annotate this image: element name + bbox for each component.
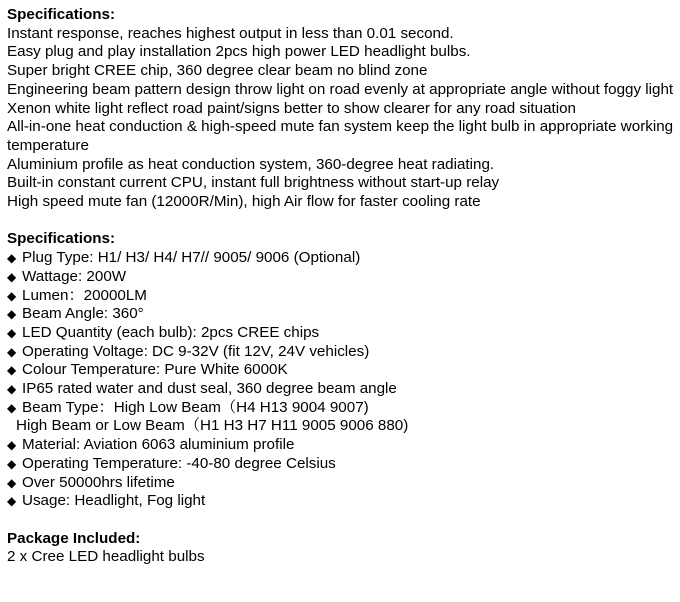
diamond-bullet-icon: ◆ <box>7 475 17 490</box>
spec-item <box>7 436 675 455</box>
spec-continuation: High Beam or Low Beam（H1 H3 H7 H11 9005 9006 880) <box>16 417 409 435</box>
spec-text: Material: Aviation 6063 aluminium profile <box>22 436 295 454</box>
spec-text: Operating Voltage: DC 9-32V (fit 12V, 24V vehicles) <box>22 342 370 360</box>
spec-item <box>7 268 675 287</box>
feature-line: All-in-one heat conduction & high-speed mute fan system keep the light bulb in appropriate working temperature <box>7 118 674 154</box>
spec-item <box>7 305 675 324</box>
spec-text: Usage: Headlight, Fog light <box>22 492 206 510</box>
diamond-bullet-icon: ◆ <box>7 400 17 415</box>
diamond-bullet-icon: ◆ <box>7 438 17 453</box>
package-heading: Package Included: <box>7 529 141 547</box>
feature-line: Instant response, reaches highest output in less than 0.01 second. <box>7 24 454 42</box>
diamond-bullet-icon: ◆ <box>7 344 17 359</box>
spec-item <box>7 492 675 511</box>
diamond-bullet-icon: ◆ <box>7 363 17 378</box>
spec-item <box>7 399 675 418</box>
feature-line: Easy plug and play installation 2pcs high power LED headlight bulbs. <box>7 43 471 61</box>
section-spacer <box>7 511 675 530</box>
package-content: 2 x Cree LED headlight bulbs <box>7 548 205 566</box>
diamond-bullet-icon: ◆ <box>7 251 17 266</box>
spec-item <box>7 474 675 493</box>
spec-text: Beam Angle: 360° <box>22 305 144 323</box>
feature-line: Xenon white light reflect road paint/signs better to show clearer for any road situation <box>7 99 577 117</box>
diamond-bullet-icon: ◆ <box>7 269 17 284</box>
spec-text: Wattage: 200W <box>22 267 127 285</box>
diamond-bullet-icon: ◆ <box>7 325 17 340</box>
spec-item <box>7 361 675 380</box>
diamond-bullet-icon: ◆ <box>7 288 17 303</box>
spec-item <box>7 380 675 399</box>
spec-item <box>7 455 675 474</box>
spec-text: IP65 rated water and dust seal, 360 degree beam angle <box>22 380 397 398</box>
feature-line: Aluminium profile as heat conduction system, 360-degree heat radiating. <box>7 155 495 173</box>
spec-text: Colour Temperature: Pure White 6000K <box>22 361 288 379</box>
section-spacer <box>7 212 675 231</box>
spec-text: LED Quantity (each bulb): 2pcs CREE chips <box>22 323 320 341</box>
feature-line: High speed mute fan (12000R/Min), high Air flow for faster cooling rate <box>7 193 481 211</box>
spec-text: Over 50000hrs lifetime <box>22 473 175 491</box>
spec-item <box>7 287 675 306</box>
feature-line: Engineering beam pattern design throw light on road evenly at appropriate angle without foggy light <box>7 80 674 98</box>
spec-text: Operating Temperature: -40-80 degree Celsius <box>22 454 336 472</box>
feature-line: Super bright CREE chip, 360 degree clear beam no blind zone <box>7 62 428 80</box>
spec-text: Lumen：20000LM <box>22 286 147 304</box>
specs-heading: Specifications: <box>7 230 116 248</box>
product-description <box>7 6 675 567</box>
spec-item <box>7 249 675 268</box>
diamond-bullet-icon: ◆ <box>7 307 17 322</box>
diamond-bullet-icon: ◆ <box>7 494 17 509</box>
feature-line: Built-in constant current CPU, instant full brightness without start-up relay <box>7 174 500 192</box>
features-heading: Specifications: <box>7 6 116 23</box>
spec-text: Beam Type：High Low Beam（H4 H13 9004 9007) <box>22 398 369 416</box>
spec-text: Plug Type: H1/ H3/ H4/ H7// 9005/ 9006 (Optional) <box>22 249 361 267</box>
diamond-bullet-icon: ◆ <box>7 382 17 397</box>
spec-item <box>7 343 675 362</box>
diamond-bullet-icon: ◆ <box>7 456 17 471</box>
spec-item <box>7 324 675 343</box>
